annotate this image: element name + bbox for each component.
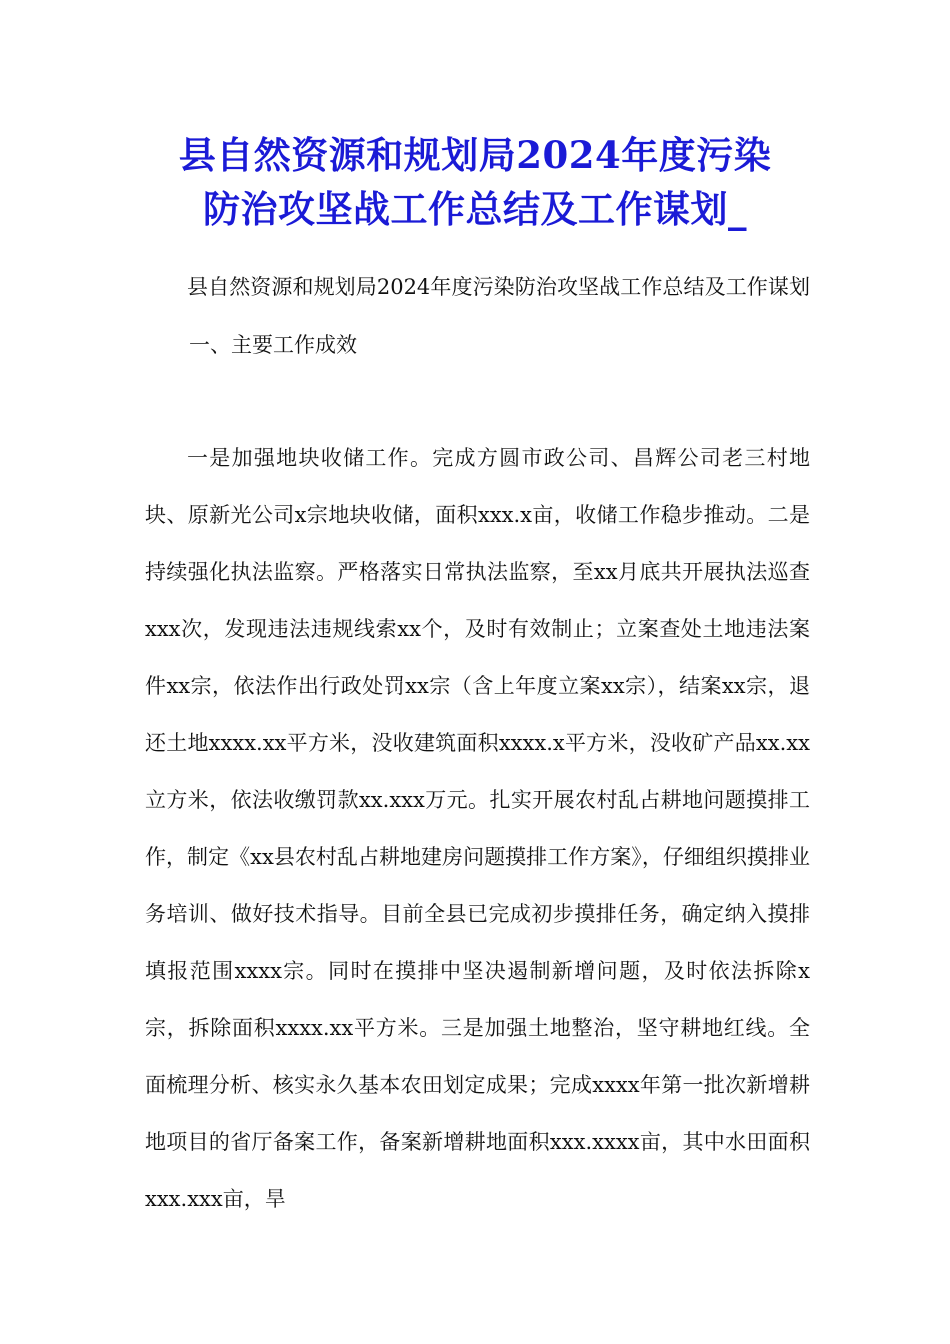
intro-paragraph [145,258,810,374]
intro-text: 县自然资源和规划局2024年度污染防治攻坚战工作总结及工作谋划 [187,275,810,299]
title-line-1: 县自然资源和规划局2024年度污染 [178,133,772,177]
document-title [120,128,830,236]
body-paragraph: 一是加强地块收储工作。完成方圆市政公司、昌辉公司老三村地块、原新光公司x宗地块收储，面积xxx.x亩，收储工作稳步推动。二是持续强化执法监察。严格落实日常执法监察，至xx月底共开展执法巡查xxx次，发现违法违规线索xx个，及时有效制止；立案查处土地违法案件xx宗，依法作出行政处罚xx宗（含上年度立案xx宗），结案xx宗，退还土地xxxx.xx平方米，没收建筑面积xxxx.x平方米，没收矿产品xx.xx立方米，依法收缴罚款xx.xxx万元。扎实开展农村乱占耕地问题摸排工作，制定《xx县农村乱占耕地建房问题摸排工作方案》，仔细组织摸排业务培训、做好技术指导。目前全县已完成初步摸排任务，确定纳入摸排填报范围xxxx宗。同时在摸排中坚决遏制新增问题，及时依法拆除x宗，拆除面积xxxx.xx平方米。三是加强土地整治，坚守耕地红线。全面梳理分析、核实永久基本农田划定成果；完成xxxx年第一批次新增耕地项目的省厅备案工作，备案新增耕地面积xxx.xxxx亩，其中水田面积xxx.xxx亩，旱 [145,446,810,1211]
section-heading: 一、主要工作成效 [189,333,357,357]
title-line-2: 防治攻坚战工作总结及工作谋划_ [203,187,747,231]
